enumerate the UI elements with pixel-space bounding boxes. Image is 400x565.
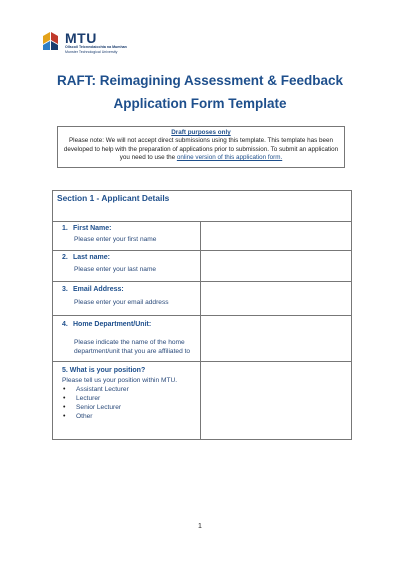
question-label-cell [53, 362, 201, 439]
question-label-cell [53, 222, 201, 250]
question-number: 2. [62, 254, 68, 261]
table-row [53, 316, 351, 362]
list-item: • Other [63, 413, 93, 420]
last-name-answer-cell[interactable] [201, 251, 351, 281]
question-label-cell [53, 316, 201, 361]
section-title: Section 1 - Applicant Details [57, 193, 170, 203]
draft-notice-heading: Draft purposes only [171, 129, 231, 136]
question-label: Home Department/Unit: [73, 321, 152, 328]
question-hint: Please indicate the name of the home department/unit that you are affiliated to [74, 339, 191, 355]
position-question-label: 5. What is your position? [62, 367, 146, 374]
question-number: 3. [62, 286, 68, 293]
list-item: • Lecturer [63, 395, 101, 402]
position-question-hint: Please tell us your position within MTU. [62, 377, 178, 384]
draft-notice-box [57, 126, 345, 168]
question-label: Email Address: [73, 286, 124, 293]
table-row [53, 362, 351, 439]
document-subtitle: Application Form Template [113, 96, 287, 111]
question-number: 1. [62, 225, 68, 232]
logo-wordmark: MTU [65, 30, 97, 46]
question-number: 4. [62, 321, 68, 328]
section-heading [53, 191, 351, 222]
question-label: First Name: [73, 225, 112, 232]
first-name-answer-cell[interactable] [201, 222, 351, 250]
question-hint: Please enter your email address [74, 299, 169, 306]
draft-notice-text: Please note: We will not accept direct submissions using this template. This template has been developed to help with the preparation of applications prior to submission. To submit an application you need to use the [63, 137, 339, 161]
question-label-cell [53, 251, 201, 281]
department-answer-cell[interactable] [201, 316, 351, 361]
question-hint: Please enter your first name [74, 236, 157, 243]
table-row [53, 251, 351, 282]
list-item: • Assistant Lecturer [63, 386, 129, 393]
question-label-cell [53, 282, 201, 315]
question-hint: Please enter your last name [74, 266, 157, 273]
mtu-logo [42, 30, 132, 56]
table-row [53, 222, 351, 251]
mtu-logo-mark-icon [42, 30, 62, 52]
email-answer-cell[interactable] [201, 282, 351, 315]
online-form-link[interactable]: online version of this application form. [176, 153, 283, 161]
page-number: 1 [198, 523, 202, 530]
table-row [53, 282, 351, 316]
applicant-details-table [52, 190, 352, 440]
list-item: • Senior Lecturer [63, 404, 122, 411]
position-answer-cell[interactable] [201, 362, 351, 439]
logo-english-name: Munster Technological University [65, 50, 118, 54]
bullet-icon: • [63, 413, 66, 420]
bullet-icon: • [63, 395, 66, 402]
document-title: RAFT: Reimagining Assessment & Feedback [56, 73, 344, 88]
logo-irish-name: Ollscoil Teicneolaíochta na Mumhan [65, 45, 127, 49]
bullet-icon: • [63, 386, 66, 393]
question-label: Last name: [73, 254, 110, 261]
bullet-icon: • [63, 404, 66, 411]
